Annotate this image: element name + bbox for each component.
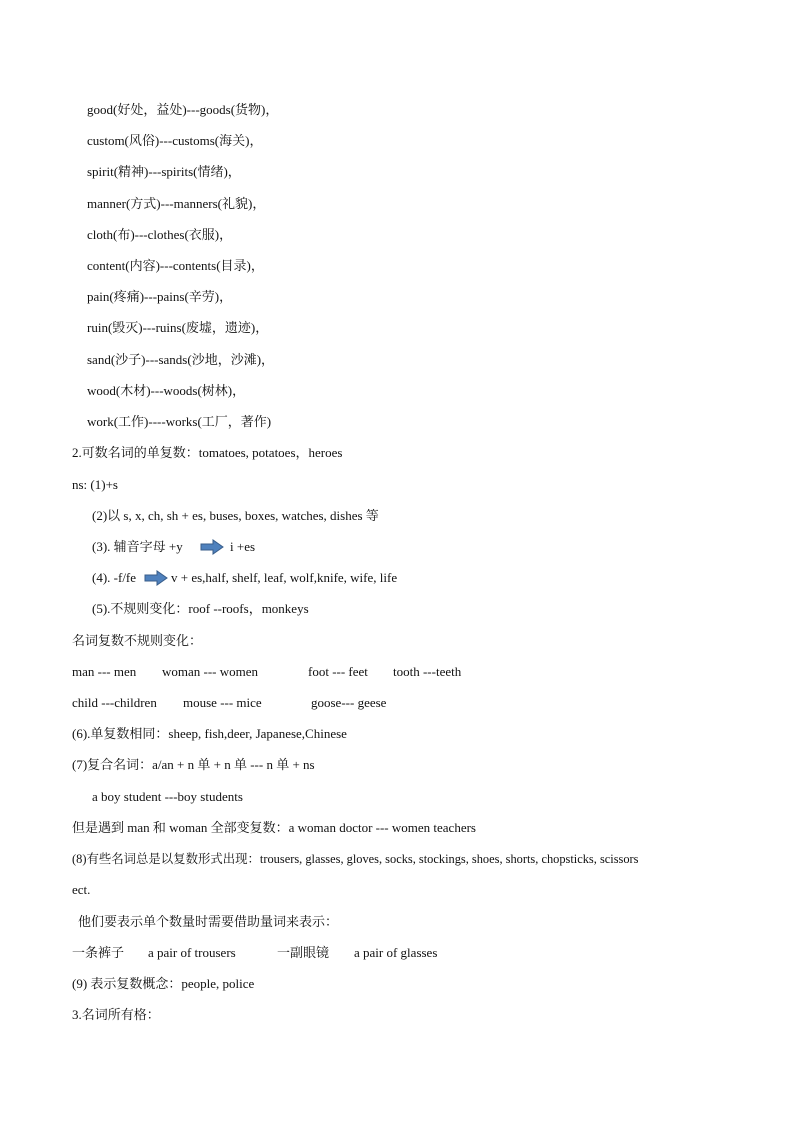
text-line: a boy student ---boy students xyxy=(92,789,243,804)
text-segment: a pair of glasses xyxy=(354,945,438,960)
text-line: pain(疼痛)---pains(辛劳)， xyxy=(87,289,233,304)
text-segment: goose--- geese xyxy=(311,695,387,710)
text-line-with-arrow xyxy=(92,539,412,555)
text-segment: mouse --- mice xyxy=(183,695,262,710)
text-line: wood(木材)---woods(树林)， xyxy=(87,383,246,398)
section-heading: 2.可数名词的单复数：tomatoes, potatoes，heroes xyxy=(72,445,343,460)
text-segment: i +es xyxy=(230,539,256,554)
text-line: ruin(毁灭)---ruins(废墟，遗迹)， xyxy=(87,320,269,335)
text-line: sand(沙子)---sands(沙地，沙滩)， xyxy=(87,352,275,367)
section-heading: 3.名词所有格： xyxy=(72,1007,160,1022)
text-line: good(好处，益处)---goods(货物)， xyxy=(87,102,279,117)
text-line: 他们要表示单个数量时需要借助量词来表示： xyxy=(78,914,339,929)
text-segment: man --- men xyxy=(72,664,137,679)
text-line: 但是遇到 man 和 woman 全部变复数：a woman doctor --- women teachers xyxy=(72,820,476,835)
text-line: work(工作)----works(工厂，著作) xyxy=(87,414,272,429)
text-line: content(内容)---contents(目录)， xyxy=(87,258,264,273)
text-line: ns: (1)+s xyxy=(72,477,118,492)
text-segment: (3). 辅音字母 +y xyxy=(92,539,183,554)
text-line: ect. xyxy=(72,882,91,897)
text-segment: 一副眼镜 xyxy=(277,945,330,960)
text-segment: tooth ---teeth xyxy=(393,664,462,679)
text-line: (8)有些名词总是以复数形式出现：trousers, glasses, gloves, socks, stockings, shoes, shorts, chopsticks, scissors xyxy=(72,852,639,866)
text-line xyxy=(72,695,572,711)
text-segment: a pair of trousers xyxy=(148,945,236,960)
text-line: spirit(精神)---spirits(情绪)， xyxy=(87,164,241,179)
text-line: (2)以 s, x, ch, sh + es, buses, boxes, watches, dishes 等 xyxy=(92,508,379,523)
text-line: (7)复合名词：a/an + n 单 + n 单 --- n 单 + ns xyxy=(72,757,315,772)
text-segment: 一条裤子 xyxy=(72,945,125,960)
right-arrow-icon xyxy=(144,570,168,586)
text-line xyxy=(72,664,572,680)
text-segment: (4). -f/fe xyxy=(92,570,137,585)
text-segment: v + es,half, shelf, leaf, wolf,knife, wife, life xyxy=(171,570,398,585)
text-segment: woman --- women xyxy=(162,664,259,679)
text-line: 名词复数不规则变化： xyxy=(72,633,203,648)
text-line: (9) 表示复数概念：people, police xyxy=(72,976,255,991)
text-line xyxy=(72,945,572,961)
text-line: custom(风俗)---customs(海关)， xyxy=(87,133,263,148)
text-line-with-arrow xyxy=(92,570,492,586)
text-line: manner(方式)---manners(礼貌)， xyxy=(87,196,266,211)
text-segment: child ---children xyxy=(72,695,157,710)
text-line: cloth(布)---clothes(衣服)， xyxy=(87,227,233,242)
text-segment: foot --- feet xyxy=(308,664,368,679)
text-line: (6).单复数相同：sheep, fish,deer, Japanese,Chinese xyxy=(72,726,347,741)
text-line: (5).不规则变化：roof --roofs，monkeys xyxy=(92,601,309,616)
right-arrow-icon xyxy=(200,539,224,555)
